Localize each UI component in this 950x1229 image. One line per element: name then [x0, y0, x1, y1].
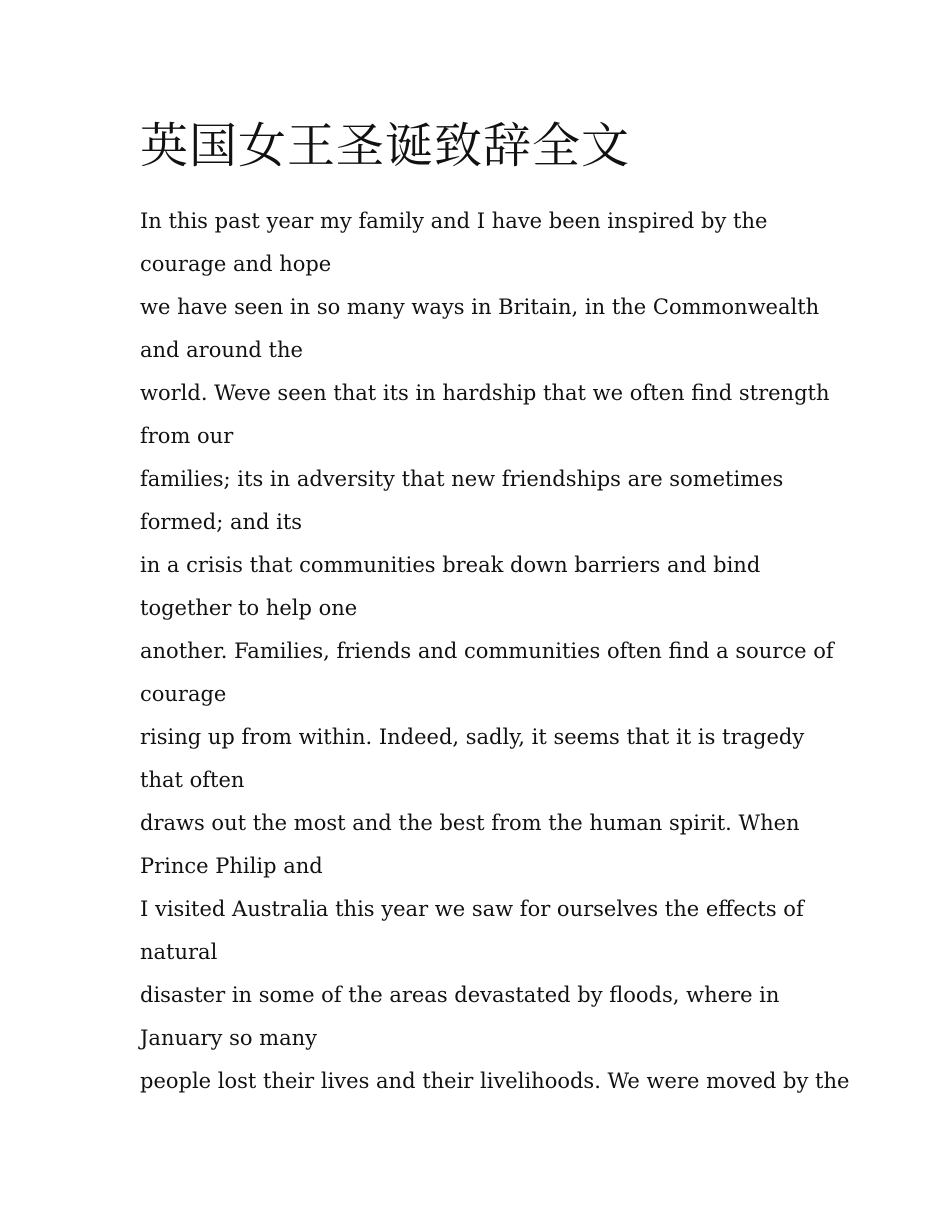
document-title: 英国女王圣诞致辞全文 [140, 118, 631, 174]
body-line: disaster in some of the areas devastated by floods, where in [140, 983, 780, 1007]
body-line: people lost their lives and their livelihoods. We were moved by the [140, 1069, 850, 1093]
body-line: and around the [140, 338, 303, 362]
body-line: together to help one [140, 596, 358, 620]
body-line: I visited Australia this year we saw for ourselves the effects of [140, 897, 804, 921]
document-body [140, 200, 850, 1103]
body-line: that often [140, 768, 245, 792]
body-line: from our [140, 424, 234, 448]
body-line: courage [140, 682, 227, 706]
body-line: courage and hope [140, 252, 332, 276]
body-line: formed; and its [140, 510, 303, 534]
document-page [140, 112, 850, 1103]
body-line: another. Families, friends and communities often find a source of [140, 639, 834, 663]
body-line: families; its in adversity that new friendships are sometimes [140, 467, 784, 491]
body-line: natural [140, 940, 218, 964]
body-line: Prince Philip and [140, 854, 323, 878]
body-line: in a crisis that communities break down barriers and bind [140, 553, 761, 577]
body-line: we have seen in so many ways in Britain, in the Commonwealth [140, 295, 820, 319]
body-line: rising up from within. Indeed, sadly, it seems that it is tragedy [140, 725, 805, 749]
body-line: world. Weve seen that its in hardship that we often find strength [140, 381, 830, 405]
body-line: In this past year my family and I have been inspired by the [140, 209, 768, 233]
body-line: draws out the most and the best from the human spirit. When [140, 811, 800, 835]
body-line: January so many [140, 1026, 318, 1050]
